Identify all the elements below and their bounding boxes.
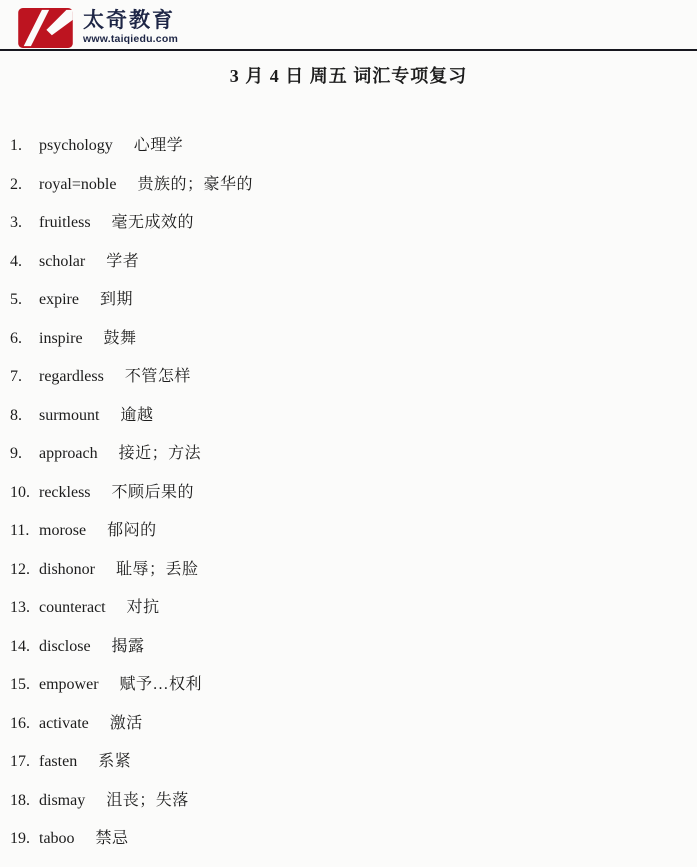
item-word: scholar — [39, 252, 86, 270]
item-word: activate — [39, 714, 89, 732]
header — [0, 0, 697, 51]
taiqi-k-mark-icon — [18, 8, 73, 48]
item-word: empower — [39, 676, 99, 693]
list-item — [10, 291, 697, 308]
item-word: royal=noble — [39, 175, 117, 193]
vocab-list — [0, 137, 697, 847]
list-item — [10, 137, 697, 154]
list-item — [10, 176, 697, 193]
item-meaning: 对抗 — [126, 599, 160, 616]
item-number: 7. — [10, 368, 22, 385]
item-word: inspire — [39, 329, 83, 347]
item-number: 16. — [10, 714, 30, 732]
item-number: 13. — [10, 599, 30, 616]
item-word: morose — [39, 522, 87, 539]
item-word: counteract — [39, 599, 106, 616]
item-number: 11. — [10, 522, 30, 539]
item-number: 19. — [10, 830, 30, 847]
item-meaning: 不管怎样 — [124, 368, 191, 385]
item-number: 14. — [10, 637, 30, 655]
item-meaning: 禁忌 — [95, 830, 129, 847]
item-meaning: 耻辱；丢脸 — [116, 560, 199, 578]
item-word: taboo — [39, 830, 75, 847]
item-word: fasten — [39, 753, 78, 770]
logo — [18, 8, 178, 48]
item-number: 3. — [10, 214, 22, 231]
item-number: 17. — [10, 753, 30, 770]
list-item — [10, 214, 697, 231]
item-meaning: 毫无成效的 — [111, 214, 195, 231]
item-meaning: 逾越 — [120, 406, 154, 424]
list-item — [10, 445, 697, 462]
list-item — [10, 638, 697, 655]
list-item — [10, 561, 697, 578]
item-number: 4. — [10, 252, 22, 270]
item-word: dismay — [39, 791, 86, 809]
item-number: 18. — [10, 791, 30, 809]
item-meaning: 揭露 — [111, 637, 145, 655]
item-meaning: 激活 — [109, 714, 143, 732]
item-number: 5. — [10, 291, 22, 308]
item-word: regardless — [39, 368, 104, 385]
item-word: psychology — [39, 137, 113, 154]
item-word: reckless — [39, 483, 91, 501]
list-item — [10, 330, 697, 347]
list-item — [10, 753, 697, 770]
item-meaning: 贵族的；豪华的 — [137, 175, 253, 193]
item-meaning: 系紧 — [98, 753, 132, 770]
item-meaning: 鼓舞 — [103, 329, 137, 347]
item-number: 2. — [10, 175, 22, 193]
list-item — [10, 522, 697, 539]
list-item — [10, 715, 697, 732]
item-word: fruitless — [39, 214, 91, 231]
item-meaning: 接近；方法 — [118, 445, 202, 462]
item-number: 9. — [10, 445, 22, 462]
item-meaning: 赋予…权利 — [119, 676, 203, 693]
list-item — [10, 599, 697, 616]
item-word: expire — [39, 291, 79, 308]
item-word: surmount — [39, 406, 100, 424]
item-number: 6. — [10, 329, 22, 347]
item-word: dishonor — [39, 560, 95, 578]
item-number: 10. — [10, 483, 30, 501]
item-number: 8. — [10, 406, 22, 424]
item-word: approach — [39, 445, 98, 462]
item-meaning: 心理学 — [133, 137, 184, 154]
item-word: disclose — [39, 637, 91, 655]
brand-name: 太奇教育 — [83, 9, 175, 32]
item-meaning: 不顾后果的 — [111, 483, 195, 501]
item-number: 15. — [10, 676, 30, 693]
list-item — [10, 830, 697, 847]
item-number: 12. — [10, 560, 30, 578]
list-item — [10, 253, 697, 270]
list-item — [10, 676, 697, 693]
list-item — [10, 484, 697, 501]
list-item — [10, 407, 697, 424]
logo-text — [83, 8, 178, 46]
item-number: 1. — [10, 137, 22, 154]
list-item — [10, 368, 697, 385]
item-meaning: 到期 — [99, 291, 133, 308]
item-meaning: 学者 — [106, 252, 140, 270]
brand-website: www.taiqiedu.com — [83, 33, 178, 45]
item-meaning: 郁闷的 — [107, 522, 157, 539]
page-title: 3 月 4 日 周五 词汇专项复习 — [229, 66, 468, 86]
item-meaning: 沮丧；失落 — [106, 791, 189, 809]
list-item — [10, 792, 697, 809]
